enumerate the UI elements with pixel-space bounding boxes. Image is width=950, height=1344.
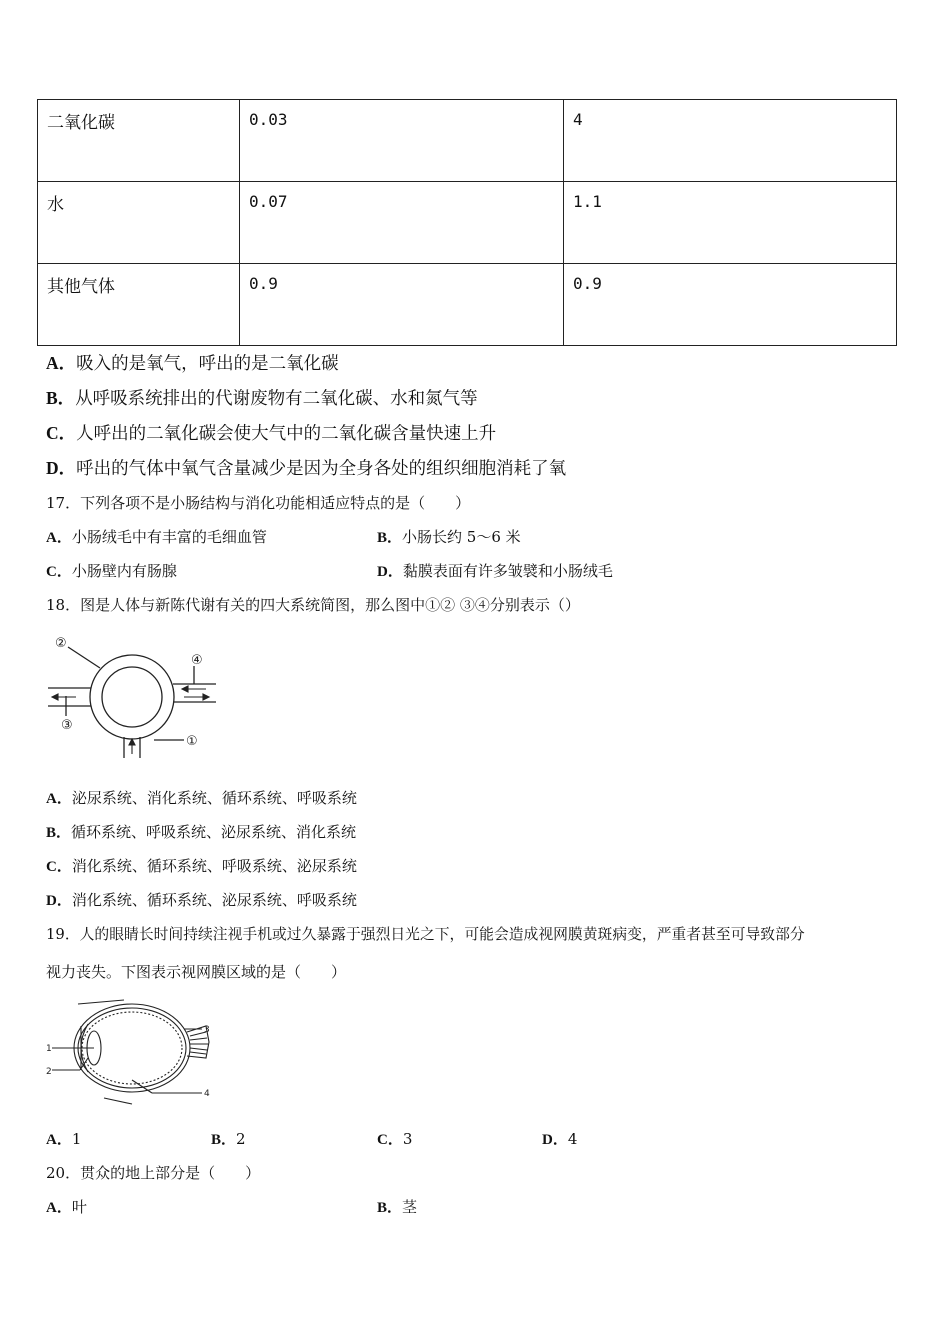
q18-option-d[interactable]: D．消化系统、循环系统、泌尿系统、呼吸系统	[46, 891, 357, 909]
eye-label-1: 1	[46, 1044, 52, 1054]
q20-stem: 20．贯众的地上部分是（ ）	[46, 1164, 261, 1182]
gas-composition-table	[37, 99, 897, 346]
figure-label-1: ①	[186, 734, 198, 749]
figure-label-3: ③	[61, 718, 73, 733]
table-cell-inhaled: 0.03	[240, 100, 564, 182]
q18-option-b[interactable]: B．循环系统、呼吸系统、泌尿系统、消化系统	[46, 823, 357, 841]
table-row	[38, 100, 897, 182]
table-cell-inhaled: 0.9	[240, 264, 564, 346]
table-cell-inhaled: 0.07	[240, 182, 564, 264]
q17-option-b[interactable]: B．小肠长约 5～6 米	[377, 528, 521, 546]
eye-label-2: 2	[46, 1067, 52, 1077]
table-cell-gas: 其他气体	[38, 264, 240, 346]
eye-structure-diagram	[44, 996, 214, 1106]
q19-option-d[interactable]: D．4	[542, 1130, 578, 1148]
eye-label-3: 3	[204, 1025, 210, 1035]
table-row	[38, 264, 897, 346]
q20-option-a[interactable]: A．叶	[46, 1198, 87, 1216]
table-cell-gas: 二氧化碳	[38, 100, 240, 182]
q16-option-b[interactable]: B．从呼吸系统排出的代谢废物有二氧化碳、水和氮气等	[46, 388, 478, 409]
q16-option-a[interactable]: A．吸入的是氧气，呼出的是二氧化碳	[46, 353, 339, 374]
table-cell-exhaled: 4	[564, 100, 897, 182]
q18-option-c[interactable]: C．消化系统、循环系统、呼吸系统、泌尿系统	[46, 857, 357, 875]
q19-option-b[interactable]: B．2	[211, 1130, 246, 1148]
q19-option-a[interactable]: A．1	[46, 1130, 82, 1148]
q19-stem-line2: 视力丧失。下图表示视网膜区域的是（ ）	[46, 963, 347, 981]
q18-option-a[interactable]: A．泌尿系统、消化系统、循环系统、呼吸系统	[46, 789, 357, 807]
table-cell-exhaled: 1.1	[564, 182, 897, 264]
q17-option-c[interactable]: C．小肠壁内有肠腺	[46, 562, 177, 580]
q18-stem: 18．图是人体与新陈代谢有关的四大系统简图，那么图中①② ③④分别表示（）	[46, 596, 580, 614]
table-cell-gas: 水	[38, 182, 240, 264]
q20-option-b[interactable]: B．茎	[377, 1198, 418, 1216]
q16-option-c[interactable]: C．人呼出的二氧化碳会使大气中的二氧化碳含量快速上升	[46, 423, 497, 444]
metabolism-systems-diagram	[44, 630, 216, 758]
table-cell-exhaled: 0.9	[564, 264, 897, 346]
q17-option-d[interactable]: D．黏膜表面有许多皱襞和小肠绒毛	[377, 562, 613, 580]
q17-option-a[interactable]: A．小肠绒毛中有丰富的毛细血管	[46, 528, 267, 546]
q17-stem: 17．下列各项不是小肠结构与消化功能相适应特点的是（ ）	[46, 494, 471, 512]
table-row	[38, 182, 897, 264]
q19-stem-line1: 19．人的眼睛长时间持续注视手机或过久暴露于强烈日光之下，可能会造成视网膜黄斑病变，严重者甚至可导致部分	[46, 926, 805, 943]
q19-option-c[interactable]: C．3	[377, 1130, 413, 1148]
circulatory-ring-inner	[102, 667, 162, 727]
q16-option-d[interactable]: D．呼出的气体中氧气含量减少是因为全身各处的组织细胞消耗了氧	[46, 458, 567, 479]
figure-label-4: ④	[191, 653, 203, 668]
eye-label-4: 4	[204, 1089, 210, 1099]
figure-label-2: ②	[55, 636, 67, 651]
